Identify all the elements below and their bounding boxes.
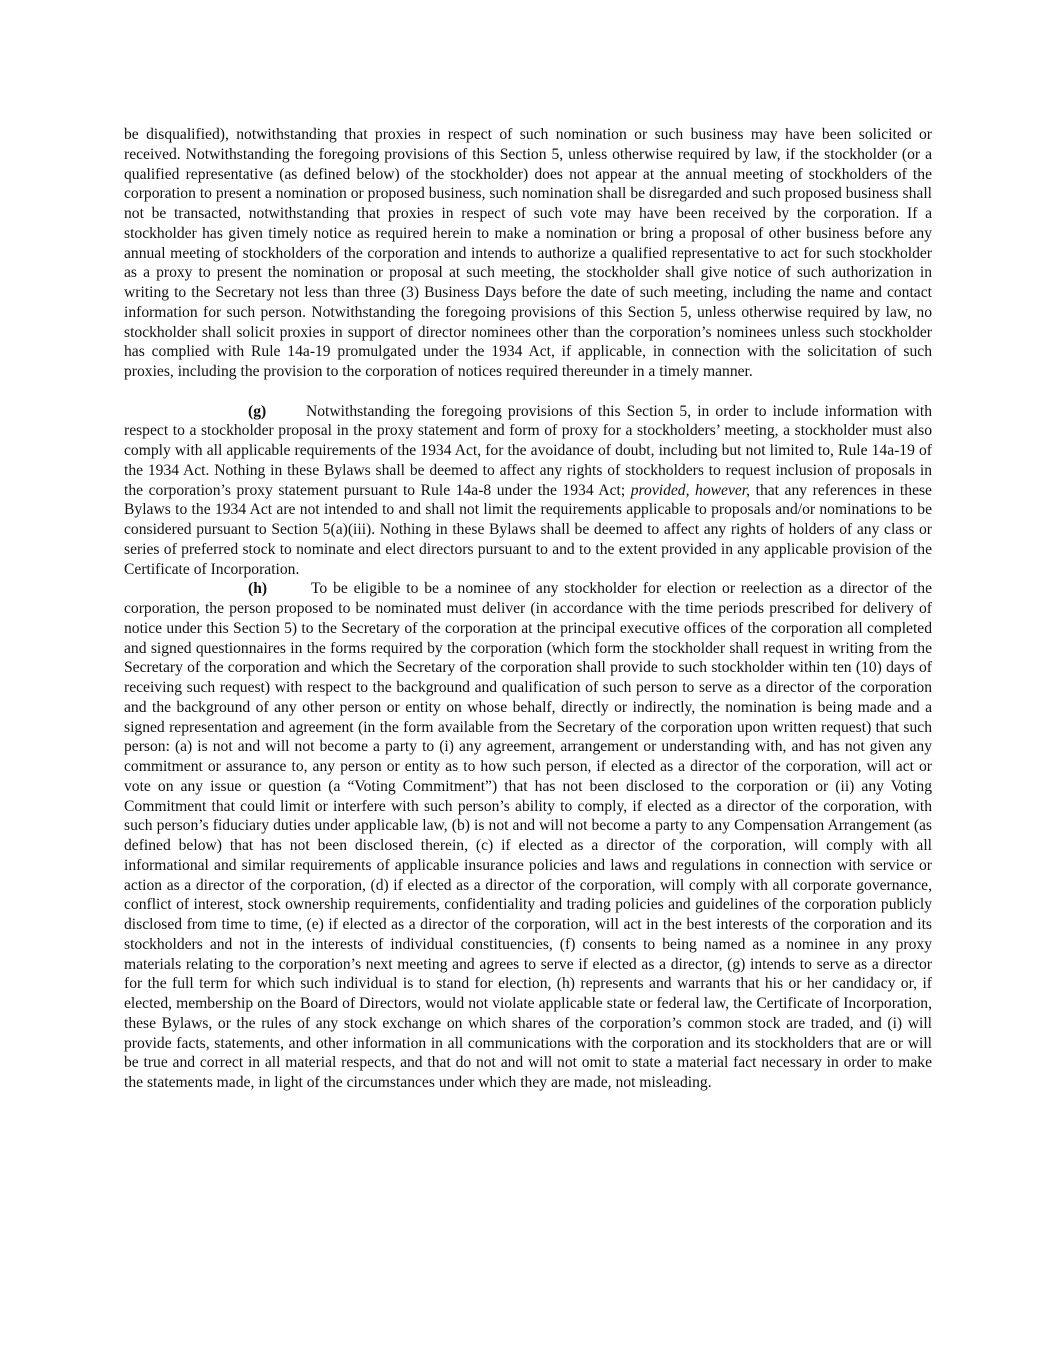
paragraph-h	[124, 579, 932, 1093]
paragraph-f-continued: be disqualified), notwithstanding that proxies in respect of such nomination or such business may have been solicited or received. Notwithstanding the foregoing provisions of this Section 5, unless otherwise required by law, if the stockholder (or a qualified representative (as defined below) of the stockholder) does not appear at the annual meeting of stockholders of the corporation to present a nomination or proposed business, such nomination shall be disregarded and such proposed business shall not be transacted, notwithstanding that proxies in respect of such vote may have been received by the corporation. If a stockholder has given timely notice as required herein to make a nomination or bring a proposal of other business before any annual meeting of stockholders of the corporation and intends to authorize a qualified representative to act for such stockholder as a proxy to present the nomination or proposal at such meeting, the stockholder shall give notice of such authorization in writing to the Secretary not less than three (3) Business Days before the date of such meeting, including the name and contact information for such person. Notwithstanding the foregoing provisions of this Section 5, unless otherwise required by law, no stockholder shall solicit proxies in support of director nominees other than the corporation’s nominees unless such stockholder has complied with Rule 14a-19 promulgated under the 1934 Act, if applicable, in connection with the solicitation of such proxies, including the provision to the corporation of notices required thereunder in a timely manner.	[124, 126, 932, 380]
paragraph-g-italic: provided, however,	[630, 481, 751, 499]
paragraph-g-text-2: that any references in these Bylaws to the 1934 Act are not intended to and shall not limit the requirements applicable to proposals and/or nominations to be considered pursuant to Section 5(a)(iii). Nothing in these Bylaws shall be deemed to affect any rights of holders of any class or series of preferred stock to nominate and elect directors pursuant to and to the extent provided in any applicable provision of the Certificate of Incorporation.	[124, 481, 932, 578]
paragraph-h-label: (h)	[248, 580, 268, 598]
paragraph-h-text: To be eligible to be a nominee of any stockholder for election or reelection as a director of the corporation, the person proposed to be nominated must deliver (in accordance with the time periods prescribed for delivery of notice under this Section 5) to the Secretary of the corporation at the principal executive offices of the corporation all completed and signed questionnaires in the forms required by the corporation (which form the stockholder shall request in writing from the Secretary of the corporation and which the Secretary of the corporation shall provide to such stockholder within ten (10) days of receiving such request) with respect to the background and qualification of such person to serve as a director of the corporation and the background of any other person or entity on whose behalf, directly or indirectly, the nomination is being made and a signed representation and agreement (in the form available from the Secretary of the corporation upon written request) that such person: (a) is not and will not become a party to (i) any agreement, arrangement or understanding with, and has not given any commitment or assurance to, any person or entity as to how such person, if elected as a director of the corporation, will act or vote on any issue or question (a “Voting Commitment”) that has not been disclosed to the corporation or (ii) any Voting Commitment that could limit or interfere with such person’s ability to comply, if elected as a director of the corporation, with such person’s fiduciary duties under applicable law, (b) is not and will not become a party to any Compensation Arrangement (as defined below) that has not been disclosed therein, (c) if elected as a director of the corporation, will comply with all informational and similar requirements of applicable insurance policies and laws and regulations in connection with service or action as a director of the corporation, (d) if elected as a director of the corporation, will comply with all corporate governance, conflict of interest, stock ownership requirements, confidentiality and trading policies and guidelines of the corporation publicly disclosed from time to time, (e) if elected as a director of the corporation, will act in the best interests of the corporation and its stockholders and not in the interests of individual constituencies, (f) consents to being named as a nominee in any proxy materials relating to the corporation’s next meeting and agrees to serve if elected as a director, (g) intends to serve as a director for the full term for which such individual is to stand for election, (h) represents and warrants that his or her candidacy or, if elected, membership on the Board of Directors, would not violate applicable state or federal law, the Certificate of Incorporation, these Bylaws, or the rules of any stock exchange on which shares of the corporation’s common stock are traded, and (i) will provide facts, statements, and other information in all communications with the corporation and its stockholders that are or will be true and correct in all material respects, and that do not and will not omit to state a material fact necessary in order to make the statements made, in light of the circumstances under which they are made, not misleading.	[124, 580, 932, 1091]
paragraph-g-text-1: Notwithstanding the foregoing provisions of this Section 5, in order to include information with respect to a stockholder proposal in the proxy statement and form of proxy for a stockholders’ meeting, a stockholder must also comply with all applicable requirements of the 1934 Act, for the avoidance of doubt, including but not limited to, Rule 14a-19 of the 1934 Act. Nothing in these Bylaws shall be deemed to affect any rights of stockholders to request inclusion of proposals in the corporation’s proxy statement pursuant to Rule 14a-8 under the 1934 Act;	[124, 402, 932, 499]
paragraph-spacer	[124, 382, 932, 402]
paragraph-g	[124, 402, 932, 580]
paragraph-g-label: (g)	[248, 402, 267, 420]
document-page	[124, 125, 932, 1093]
